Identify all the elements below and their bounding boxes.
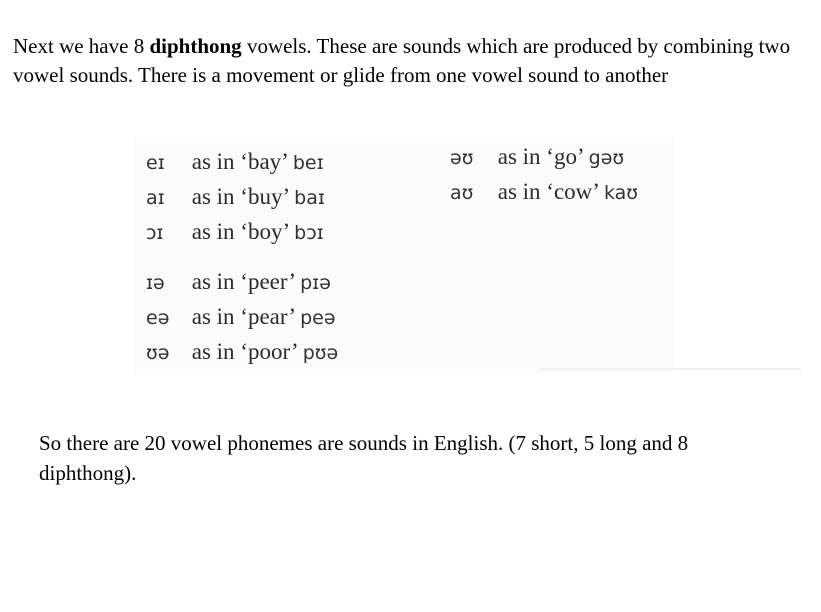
summary-paragraph: So there are 20 vowel phonemes are sounds in English. (7 short, 5 long and 8 diphthong). — [39, 431, 689, 485]
diphthong-group-centring — [146, 265, 338, 370]
diphthong-group-closing-i — [146, 145, 325, 250]
diphthong-row — [146, 180, 325, 215]
diphthong-example: as in ‘bay’ — [191, 149, 288, 174]
diphthong-transcription: kaʊ — [603, 182, 639, 204]
scan-artifact-line — [541, 368, 801, 370]
diphthong-symbol: ɔɪ — [146, 222, 164, 244]
diphthong-example: as in ‘cow’ — [497, 179, 599, 204]
diphthong-group-closing-u — [450, 140, 638, 210]
diphthong-transcription: baɪ — [294, 187, 325, 209]
diphthong-example: as in ‘peer’ — [191, 269, 295, 294]
diphthong-symbol: eɪ — [146, 152, 165, 174]
diphthong-symbol: ʊə — [146, 342, 170, 364]
diphthong-symbol: ɪə — [146, 272, 165, 294]
diphthong-example: as in ‘boy’ — [191, 219, 289, 244]
diphthong-transcription: beɪ — [292, 152, 324, 174]
diphthong-row — [146, 300, 338, 335]
diphthong-row — [146, 215, 325, 250]
diphthong-transcription: gəʊ — [588, 147, 625, 169]
intro-paragraph — [13, 32, 803, 90]
diphthong-transcription: pɪə — [300, 272, 331, 294]
diphthong-row — [450, 140, 638, 175]
diphthong-example: as in ‘poor’ — [191, 339, 297, 364]
intro-text-start: Next we have 8 — [13, 34, 150, 58]
intro-bold-term: diphthong — [149, 34, 242, 58]
diphthong-transcription: bɔɪ — [294, 222, 324, 244]
diphthong-transcription: peə — [300, 307, 336, 329]
diphthong-example: as in ‘buy’ — [191, 184, 289, 209]
diphthong-row — [146, 145, 325, 180]
diphthong-example: as in ‘go’ — [497, 144, 583, 169]
diphthong-row — [146, 335, 338, 370]
diphthong-example: as in ‘pear’ — [191, 304, 295, 329]
diphthong-symbol: eə — [146, 307, 170, 329]
diphthong-symbol: əʊ — [450, 147, 474, 169]
diphthong-symbol: aɪ — [146, 187, 165, 209]
diphthong-row — [146, 265, 338, 300]
diphthong-symbol: aʊ — [450, 182, 474, 204]
diphthong-row — [450, 175, 638, 210]
intro-text-end: vowels. These are sounds which are produced by combining two vowel sounds. There is a movement or glide from one vowel sound to another — [13, 34, 791, 87]
diphthong-transcription: pʊə — [302, 342, 339, 364]
